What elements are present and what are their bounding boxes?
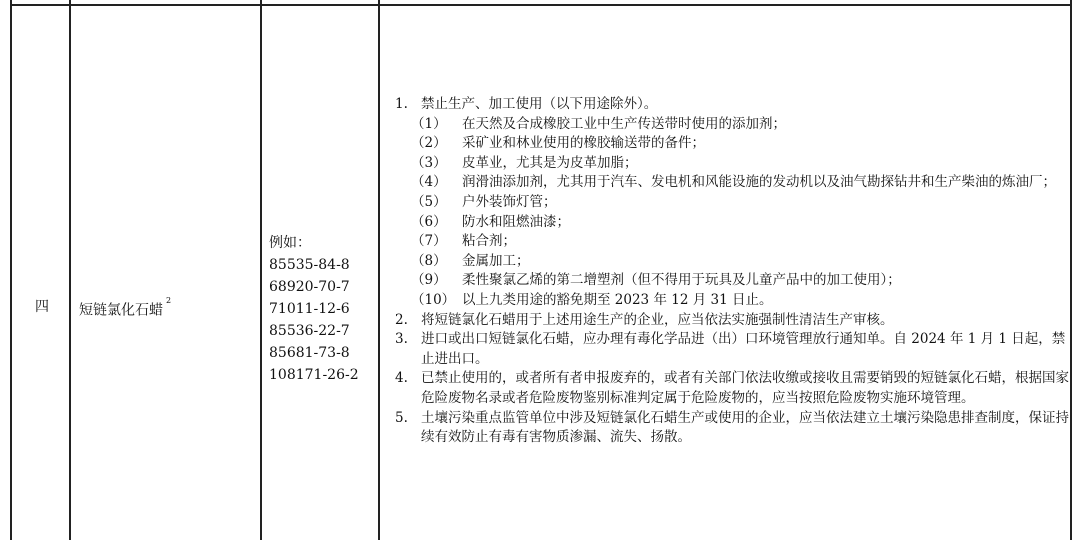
- exemption-number: （6）: [411, 213, 447, 230]
- substance-name: [79, 297, 171, 321]
- exemption-number: （1）: [411, 115, 447, 132]
- exemption-item: [395, 271, 1070, 291]
- exemption-number: （8）: [411, 252, 447, 269]
- exemption-item: [395, 232, 1070, 252]
- exemption-item: [395, 252, 1070, 272]
- exemption-item: [395, 193, 1070, 213]
- exemption-text: 采矿业和林业使用的橡胶输送带的备件；: [462, 135, 705, 152]
- row-number: 四: [35, 299, 49, 315]
- exemption-number: （4）: [411, 174, 447, 191]
- exemption-item: [395, 115, 1070, 135]
- exemption-item: [395, 134, 1070, 154]
- requirement-item: [395, 409, 1070, 448]
- cas-number: 85535-84-8: [269, 257, 350, 273]
- exemption-number: （10）: [411, 291, 456, 308]
- cas-intro: 例如：: [269, 235, 311, 251]
- requirement-text: 进口或出口短链氯化石蜡，应办理有毒化学品进（出）口环境管理放行通知单。自 2024 年 1 月 1 日起，禁止进出口。: [421, 331, 1066, 367]
- exemption-text: 防水和阻燃油漆；: [462, 213, 570, 230]
- requirement-text: 已禁止使用的，或者所有者申报废弃的，或者有关部门依法收缴或接收且需要销毁的短链氯化石蜡，根据国家危险废物名录或者危险废物鉴别标准判定属于危险废物的，应当按照危险废物实施环境管理。: [421, 370, 1069, 406]
- exemption-item: [395, 173, 1070, 193]
- exemption-text: 皮革业，尤其是为皮革加脂；: [462, 154, 638, 171]
- exemption-number: （3）: [411, 154, 447, 171]
- exemption-number: （9）: [411, 272, 447, 289]
- cas-number: 71011-12-6: [269, 301, 350, 317]
- requirement-number: 5.: [395, 409, 408, 426]
- control-requirements-list: [395, 95, 1070, 448]
- requirement-number: 4.: [395, 370, 408, 387]
- exemption-text: 以上九类用途的豁免期至 2023 年 12 月 31 日止。: [462, 291, 773, 308]
- requirement-text: 将短链氯化石蜡用于上述用途生产的企业，应当依法实施强制性清洁生产审核。: [421, 311, 894, 328]
- exemption-text: 柔性聚氯乙烯的第二增塑剂（但不得用于玩具及儿童产品中的加工使用）；: [462, 272, 901, 289]
- cas-number: 108171-26-2: [269, 367, 359, 383]
- substance-name-footnote: 2: [166, 296, 172, 305]
- requirement-number: 1.: [395, 96, 408, 112]
- exemption-number: （2）: [411, 135, 447, 152]
- exemption-item: [395, 291, 1070, 311]
- requirement-text: 土壤污染重点监管单位中涉及短链氯化石蜡生产或使用的企业，应当依法建立土壤污染隐患排查制度，保证持续有效防止有毒有害物质渗漏、流失、扬散。: [421, 409, 1069, 446]
- exemption-number: （5）: [411, 193, 447, 210]
- exemption-text: 金属加工；: [462, 252, 530, 269]
- cas-number: 85536-22-7: [269, 323, 350, 339]
- cas-number: 68920-70-7: [269, 279, 350, 295]
- table-top-border: [10, 4, 1072, 6]
- column-divider-2: [260, 0, 262, 540]
- table-border-left: [10, 0, 12, 540]
- requirement-item: [395, 311, 1070, 331]
- column-divider-1: [69, 0, 71, 540]
- requirement-item: [395, 95, 1070, 115]
- requirement-number: 3.: [395, 331, 408, 348]
- exemption-item: [395, 213, 1070, 233]
- exemption-number: （7）: [411, 233, 447, 250]
- exemption-text: 在天然及合成橡胶工业中生产传送带时使用的添加剂；: [462, 115, 786, 132]
- requirement-number: 2.: [395, 311, 408, 328]
- exemption-text: 户外装饰灯管；: [462, 193, 557, 210]
- requirement-item: [395, 369, 1070, 408]
- substance-name-text: 短链氯化石蜡: [79, 302, 163, 319]
- exemption-text: 润滑油添加剂，尤其用于汽车、发电机和风能设施的发动机以及油气勘探钻井和生产柴油的炼油厂；: [462, 174, 1056, 191]
- exemption-list: [395, 115, 1070, 311]
- cas-number: 85681-73-8: [269, 345, 350, 361]
- column-divider-3: [378, 0, 380, 540]
- requirement-text: 禁止生产、加工使用（以下用途除外）。: [421, 96, 658, 112]
- cas-number-cell: [269, 232, 359, 386]
- table-border-right: [1070, 0, 1072, 540]
- exemption-text: 粘合剂；: [462, 233, 516, 250]
- exemption-item: [395, 154, 1070, 174]
- requirement-item: [395, 330, 1070, 369]
